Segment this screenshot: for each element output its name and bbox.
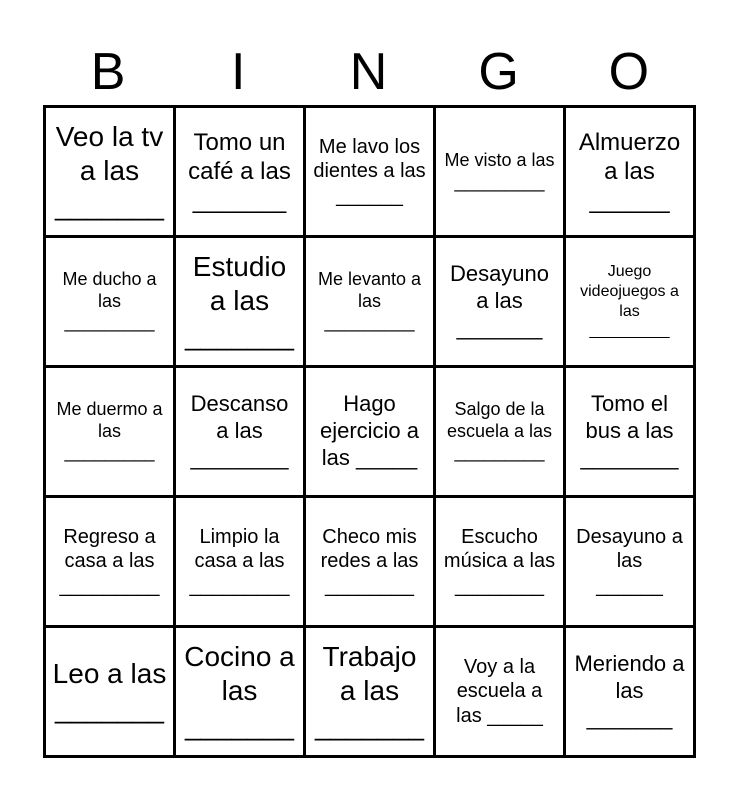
cell-text: Descanso a las ________ [190, 391, 289, 470]
bingo-row [45, 497, 695, 627]
header-letter-b: B [90, 43, 126, 101]
cell-text: Cocino a las _______ [184, 641, 295, 741]
cell-text: Me lavo los dientes a las ______ [313, 135, 426, 207]
bingo-cell [435, 237, 565, 367]
bingo-cell [565, 237, 695, 367]
bingo-cell [175, 497, 305, 627]
cell-text: Me duermo a las _________ [56, 398, 163, 463]
bingo-cell [565, 497, 695, 627]
bingo-cell [45, 627, 175, 757]
bingo-cell [565, 367, 695, 497]
header-letter-i: I [231, 43, 246, 101]
bingo-cell [305, 237, 435, 367]
bingo-grid [43, 105, 696, 758]
bingo-cell [45, 107, 175, 237]
cell-text: Meriendo a las _______ [574, 651, 685, 730]
header-letter-g: G [478, 43, 519, 101]
cell-text: Me levanto a las _________ [317, 268, 422, 333]
bingo-row [45, 627, 695, 757]
bingo-cell [305, 367, 435, 497]
cell-text: Hago ejercicio a las _____ [319, 391, 420, 470]
header-letter-n: N [349, 43, 388, 101]
bingo-row [45, 237, 695, 367]
bingo-cell [45, 367, 175, 497]
cell-text: Leo a las _______ [52, 658, 167, 724]
cell-text: Voy a la escuela a las _____ [456, 655, 543, 727]
cell-text: Checo mis redes a las ________ [320, 525, 419, 597]
cell-text: Salgo de la escuela a las _________ [446, 398, 553, 463]
cell-text: Limpio la casa a las _________ [189, 525, 290, 597]
cell-text: Estudio a las _______ [184, 251, 294, 351]
cell-text: Escucho música a las ________ [443, 525, 556, 597]
bingo-header [43, 40, 694, 104]
cell-text: Almuerzo a las ______ [578, 128, 681, 215]
bingo-cell [305, 497, 435, 627]
cell-text: Me visto a las _________ [444, 149, 555, 192]
bingo-cell [565, 627, 695, 757]
bingo-cell [45, 237, 175, 367]
bingo-cell [435, 627, 565, 757]
bingo-row [45, 107, 695, 237]
cell-text: Trabajo a las _______ [314, 641, 424, 741]
bingo-cell [435, 367, 565, 497]
bingo-cell [305, 107, 435, 237]
cell-text: Juego videojuegos a las _________ [580, 263, 679, 340]
bingo-cell [175, 107, 305, 237]
bingo-row [45, 367, 695, 497]
bingo-cell [565, 107, 695, 237]
bingo-cell [305, 627, 435, 757]
cell-text: Me ducho a las _________ [62, 268, 157, 333]
bingo-cell [175, 627, 305, 757]
bingo-cell [175, 367, 305, 497]
cell-text: Desayuno a las ______ [576, 525, 683, 597]
bingo-cell [435, 497, 565, 627]
cell-text: Regreso a casa a las _________ [59, 525, 160, 597]
bingo-cell [45, 497, 175, 627]
cell-text: Desayuno a las _______ [449, 261, 550, 340]
bingo-cell [435, 107, 565, 237]
header-letter-o: O [608, 43, 650, 101]
cell-text: Tomo un café a las _______ [188, 128, 291, 215]
cell-text: Veo la tv a las _______ [54, 121, 164, 221]
bingo-cell [175, 237, 305, 367]
cell-text: Tomo el bus a las ________ [580, 391, 679, 470]
